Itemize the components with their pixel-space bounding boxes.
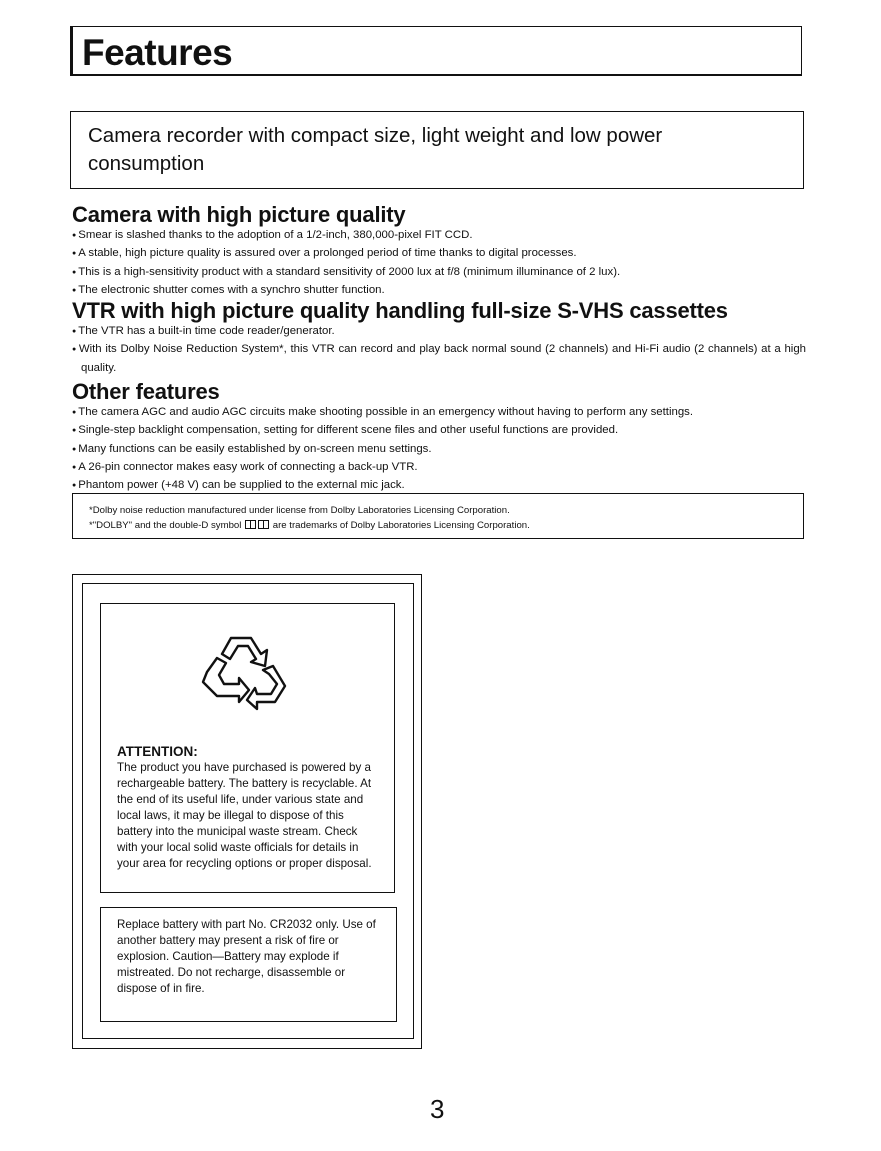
- replace-battery-text: Replace battery with part No. CR2032 only. Use of another battery may present a risk of fire or explosion. Caution—Battery may explode if mistreated. Do not recharge, disassemble or dispose of in fire.: [117, 918, 376, 995]
- double-d-icon: [258, 520, 269, 529]
- recycle-icon: [197, 632, 293, 718]
- list-item: ● The electronic shutter comes with a synchro shutter function.: [72, 282, 807, 300]
- bullet-list: [72, 227, 807, 300]
- compact-heading: Camera recorder with compact size, light weight and low power consumption: [88, 124, 663, 175]
- title-box: [70, 26, 802, 76]
- list-item: ● A stable, high picture quality is assured over a prolonged period of time thanks to digital processes.: [72, 245, 807, 263]
- dolby-note-text: are trademarks of Dolby Laboratories Licensing Corporation.: [272, 520, 530, 531]
- section-camera: [72, 203, 807, 300]
- section-heading: Camera with high picture quality: [72, 202, 406, 227]
- double-d-icon: [245, 520, 256, 529]
- bullet-list: [72, 404, 807, 495]
- list-item: ● Many functions can be easily established by on-screen menu settings.: [72, 441, 807, 459]
- list-item: ● The VTR has a built-in time code reader/generator.: [72, 323, 806, 341]
- dolby-note-line: [89, 518, 530, 533]
- list-item: ● Phantom power (+48 V) can be supplied to the external mic jack.: [72, 477, 807, 495]
- section-other: [72, 380, 807, 495]
- list-item: ● With its Dolby Noise Reduction System*, this VTR can record and play back normal sound (2 channels) and Hi-Fi audio (2 channels) at a high quality.: [72, 341, 806, 376]
- list-item: ● Single-step backlight compensation, setting for different scene files and other useful functions are provided.: [72, 422, 807, 440]
- page-title: Features: [82, 32, 233, 73]
- list-item: ● The camera AGC and audio AGC circuits make shooting possible in an emergency without having to perform any settings.: [72, 404, 807, 422]
- section-heading: Other features: [72, 379, 220, 404]
- dolby-note-box: [72, 493, 804, 539]
- bullet-list: [72, 323, 806, 376]
- replace-battery-box: [100, 907, 397, 1022]
- list-item: ● A 26-pin connector makes easy work of connecting a back-up VTR.: [72, 459, 807, 477]
- compact-heading-box: [70, 111, 804, 189]
- attention-heading: ATTENTION:: [117, 744, 198, 759]
- dolby-note-line: *Dolby noise reduction manufactured under license from Dolby Laboratories Licensing Corporation.: [89, 505, 510, 516]
- section-heading: VTR with high picture quality handling full-size S-VHS cassettes: [72, 298, 728, 323]
- list-item: ● This is a high-sensitivity product with a standard sensitivity of 2000 lux at f/8 (minimum illuminance of 2 lux).: [72, 264, 807, 282]
- dolby-note-text: *"DOLBY" and the double-D symbol: [89, 520, 242, 531]
- page-number: 3: [430, 1094, 445, 1124]
- attention-box: [100, 603, 395, 893]
- list-item: ● Smear is slashed thanks to the adoption of a 1/2-inch, 380,000-pixel FIT CCD.: [72, 227, 807, 245]
- section-vtr: [72, 299, 806, 376]
- attention-body: The product you have purchased is powered by a rechargeable battery. The battery is recyclable. At the end of its useful life, under various state and local laws, it may be illegal to dispose of this battery into the municipal waste stream. Check with your local solid waste officials for details in your area for recycling options or proper disposal.: [117, 761, 372, 870]
